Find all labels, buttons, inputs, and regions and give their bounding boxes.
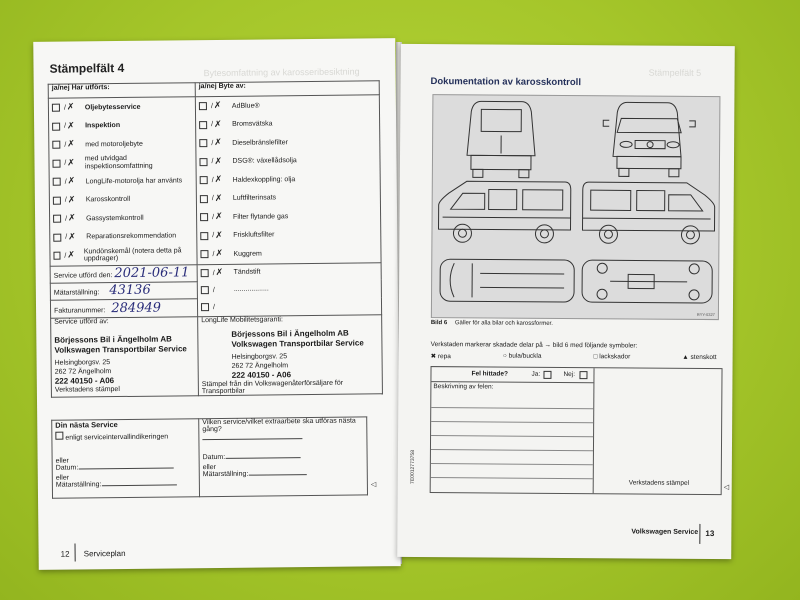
description-line[interactable] [431,435,593,437]
handwritten-mark: ✗ [213,101,222,112]
left-page [33,38,401,570]
yes-checkbox[interactable] [53,233,61,241]
yes-checkbox[interactable] [200,195,208,203]
checklist-row: / ✗ Kundönskemål (notera detta på uppdrager) [53,245,193,265]
checklist-label: Luftfilterinsats [232,194,277,202]
dealer-stamp-2: Börjessons Bil i Ängelholm AB Volkswagen Transportbilar Service Helsingborgsv. 25 262 72 Ängelholm 222 40150 - A06 [231,328,364,380]
yes-checkbox[interactable] [201,303,209,311]
performed-list [48,97,197,266]
figure-caption: Bild 6 Gäller för alla bilar och karossformer. [430,320,553,327]
dealer-stamp: Börjessons Bil i Ängelholm AB Volkswagen Transportbilar Service Helsingborgsv. 25 262 72 Ängelholm 222 40150 - A06 [54,333,187,386]
checklist-label: Tändstift [233,268,261,277]
handwritten-mark: ✗ [214,212,223,223]
checklist-row: / ✗ DSG®: växellådsolja [199,151,376,171]
checklist-label: Reparationsrekommendation [86,232,177,241]
checklist-label: Dieselbränslefilter [232,138,288,147]
van-front-view [603,102,696,177]
checklist-row: / .................. [201,280,378,299]
invoice-row: Fakturanummer: 284949 [50,299,197,318]
legend-item: □ lackskador [593,353,631,361]
service-by-cell: Service utförd av: Börjessons Bil i Ängelholm AB Volkswagen Transportbilar Service Helsingborgsv. 25 262 72 Ängelholm 222 40150 - A06 Verkstadens stämpel [51,316,199,397]
checklist-label: Kuggrem [233,250,262,258]
van-side-view-left [438,181,570,243]
checklist-row: / ✗ Karosskontroll [53,190,193,210]
description-label: Beskrivning av felen: [433,383,494,391]
invoice-value: 284949 [111,300,162,316]
checklist-label: Filter flytande gas [233,212,289,221]
next-service-left: Din nästa Service enligt serviceintervallindikeringen eller Datum: eller Mätarställning: [52,419,200,499]
next-service-table [51,416,368,498]
checklist-label: LongLife-motorolja har använts [85,176,183,185]
interval-checkbox[interactable] [55,432,63,440]
arrow-icon: ◁ [723,484,730,492]
legend-item: ✖ repa [430,353,451,361]
checklist-label: Oljebytesservice [84,103,141,111]
checklist-row: / ✗ Dieselbränslefilter [199,132,376,152]
col2-header: ja/nej Byte av: [195,81,379,97]
workshop-stamp-label: Verkstadens stämpel [628,479,690,487]
checklist-row: / ✗ med motoroljebyte [52,134,192,154]
checklist-label: DSG®: växellådsolja [232,157,297,165]
checklist-label: Bromsvätska [232,120,273,128]
checklist-label: med motoroljebyte [85,140,143,148]
found-no-checkbox[interactable] [579,371,587,379]
handwritten-mark: ✗ [214,193,223,204]
handwritten-mark: ✗ [214,119,222,130]
odometer-value: 43136 [109,283,151,299]
handwritten-mark: ✗ [67,121,75,132]
checklist-row: / ✗ Kuggrem [200,243,377,263]
van-top-view [440,259,574,302]
checklist-label: .................. [233,285,269,294]
checklist-row: / ✗ LongLife-motorolja har använts [53,171,193,191]
replaced-list [195,95,381,264]
van-outline-svg [432,95,720,319]
yes-checkbox[interactable] [200,232,208,240]
description-line[interactable] [431,449,593,451]
checklist-row: / ✗ Reparationsrekommendation [53,227,193,247]
odometer-row: Mätarställning: 43136 [50,282,197,301]
yes-checkbox[interactable] [200,213,208,221]
section-title: Stämpelfält 4 [49,60,125,76]
found-yes-checkbox[interactable] [543,371,551,379]
checklist-row: / ✗ Oljebytesservice [52,97,192,117]
description-line[interactable] [431,477,593,479]
handwritten-mark: ✗ [215,249,224,260]
checklist-label: Friskluftsfilter [233,231,275,239]
yes-checkbox[interactable] [199,121,207,129]
yes-checkbox[interactable] [53,178,61,186]
van-rear-view [467,101,536,177]
checklist-row: / ✗ Gassystemkontroll [53,208,193,228]
yes-checkbox[interactable] [53,215,61,223]
handwritten-mark: ✗ [67,250,75,261]
yes-checkbox[interactable] [201,286,209,294]
replaced-list-tail [197,262,382,316]
checklist-row: / [201,297,378,316]
arrow-icon: ◁ [370,481,377,489]
checklist-label: AdBlue® [231,102,260,110]
yes-checkbox[interactable] [199,102,207,110]
next-service-right: Vilken service/vilket extraarbete ska utföras nästa gång? Datum: eller Mätarställning: [199,417,368,497]
description-line[interactable] [431,407,593,409]
handwritten-mark: ✗ [68,232,76,243]
handwritten-mark: ✗ [214,156,223,167]
checklist-label: Kundönskemål (notera detta på uppdrager) [83,247,182,263]
findings-box [430,366,723,495]
checklist-row: / ✗ Inspektion [52,116,192,136]
service-table [48,80,383,397]
yes-checkbox[interactable] [52,104,60,112]
yes-checkbox[interactable] [53,252,60,260]
van-side-view-right [582,182,714,244]
legend-item: ▲ stenskott [682,353,717,362]
service-date-value: 2021-06-11 [114,265,190,282]
checklist-row: / ✗ Bromsvätska [199,114,376,134]
checklist-label: Gassystemkontroll [86,214,144,222]
legend-item: ○ bula/buckla [502,352,542,360]
handwritten-mark: ✗ [67,176,76,187]
description-line[interactable] [431,421,593,423]
yes-checkbox[interactable] [52,159,60,167]
handwritten-mark: ✗ [67,158,75,169]
handwritten-mark: ✗ [67,195,76,206]
checklist-row: / ✗ Filter flytande gas [200,206,377,226]
yes-checkbox[interactable] [52,141,60,149]
checklist-label: Inspektion [85,122,121,130]
yes-checkbox[interactable] [200,176,208,184]
description-line[interactable] [431,463,593,465]
col1-header: ja/nej Har utförts: [48,83,195,99]
checklist-label: Karosskontroll [85,195,131,204]
handwritten-mark: ✗ [215,267,224,279]
page-number: 13 [705,528,715,539]
service-date-row: Service utförd den: 2021-06-11 [50,264,197,283]
checklist-row: / ✗ Luftfilterinsats [200,188,377,208]
bleed-through-text: Stämpelfält 5 [648,67,702,78]
damage-legend: Verkstaden markerar skadade delar på → bild 6 med följande symboler: ✖ repa ○ bula/buckla □ lackskador ▲ stenskott [430,341,717,362]
footer-divider [699,524,700,544]
handwritten-mark: ✗ [214,175,223,186]
checklist-row: / ✗ Friskluftsfilter [200,225,377,245]
handwritten-mark: ✗ [67,139,75,150]
checklist-row: / ✗ Haldexkoppling: olja [200,169,377,189]
checklist-row: / ✗ Tändstift [201,263,378,282]
yes-checkbox[interactable] [52,122,60,130]
checklist-label: Haldexkoppling: olja [232,175,296,184]
handwritten-mark: ✗ [215,230,223,241]
checklist-row: / ✗ AdBlue® [199,95,376,115]
longlife-cell: LongLife Mobilitetsgaranti: Börjessons Bil i Ängelholm AB Volkswagen Transportbilar Service Helsingborgsv. 25 262 72 Ängelholm 222 40150 - A06 Stämpel från din Volkswagenåterförsäljare för Transportbilar [198,314,383,395]
handwritten-mark: ✗ [66,102,75,113]
checklist-label: med utvidgad inspektionsomfattning [84,155,153,171]
page-footer: 12 Serviceplan [60,548,126,559]
found-row: Fel hittade? Ja: Nej: [431,367,593,383]
bleed-through-text: Bytesomfattning av karosseribesiktning [203,66,360,79]
right-page [397,44,735,559]
handwritten-mark: ✗ [68,213,76,224]
yes-checkbox[interactable] [199,139,207,147]
checklist-row: / ✗ med utvidgad inspektionsomfattning [52,153,192,173]
yes-checkbox[interactable] [53,196,61,204]
handwritten-mark: ✗ [214,138,222,149]
yes-checkbox[interactable] [199,158,207,166]
van-underbody-view [582,260,712,303]
page-footer: Volkswagen Service [631,528,699,536]
document-code: 7E0012773758 [409,449,416,484]
yes-checkbox[interactable] [200,250,208,258]
doc-title: Dokumentation av karosskontroll [430,76,582,89]
figure-code: BYY-0327 [697,311,715,318]
yes-checkbox[interactable] [201,269,209,277]
vehicle-diagram [431,94,721,320]
